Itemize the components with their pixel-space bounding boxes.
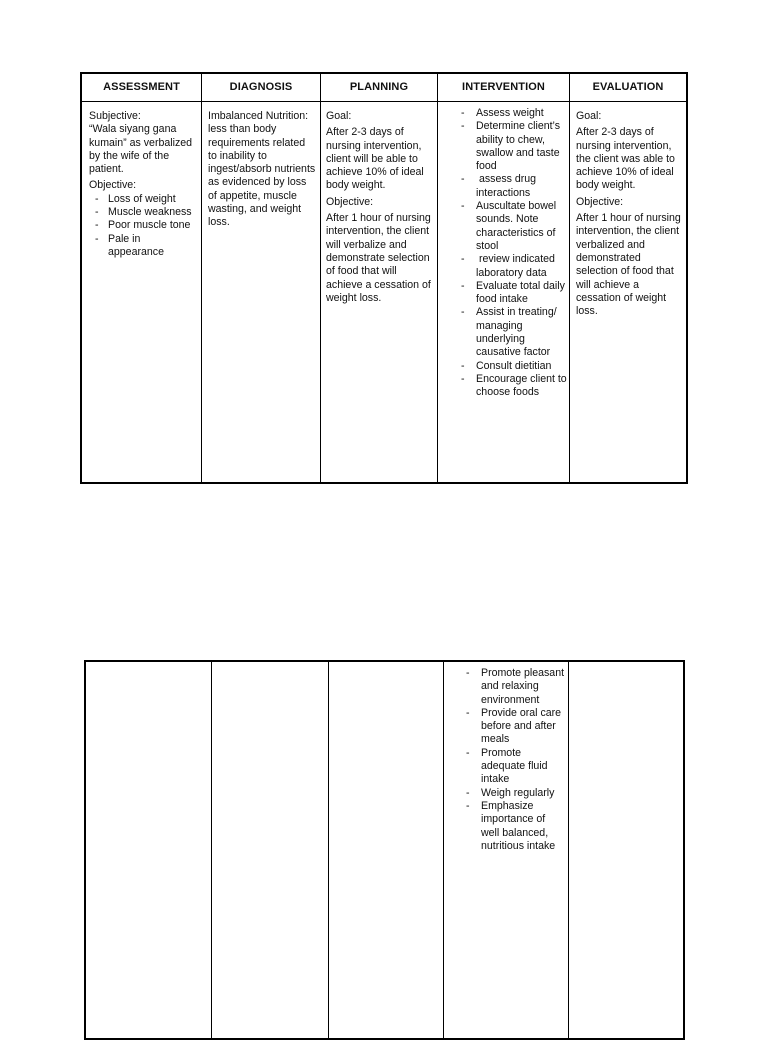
intervention-list <box>459 107 567 400</box>
column-divider <box>569 74 570 482</box>
header-assessment: ASSESSMENT <box>103 81 180 93</box>
column-divider <box>211 662 212 1038</box>
subjective-text: “Wala siyang gana kumain” as verbalized by the wife of the patient. <box>89 123 193 176</box>
evaluation-goal-text: After 2-3 days of nursing intervention, the client was able to achieve 10% of ideal body weight. <box>576 126 675 192</box>
intervention-cell <box>459 107 567 400</box>
list-item: - Assist in treating/ managing underlying causative factor <box>459 306 567 359</box>
header-diagnosis: DIAGNOSIS <box>229 81 293 93</box>
list-item: - assess drug interactions <box>459 173 567 200</box>
list-item: - Encourage client to choose foods <box>459 373 567 400</box>
list-item: - Provide oral care before and after meals <box>464 707 566 747</box>
header-intervention: INTERVENTION <box>462 81 545 93</box>
care-plan-table <box>80 72 688 484</box>
list-item: - Muscle weakness <box>93 206 197 219</box>
column-divider <box>201 74 202 482</box>
intervention-continued-cell <box>464 667 566 853</box>
header-evaluation: EVALUATION <box>592 81 664 93</box>
evaluation-goal-label: Goal: <box>576 110 602 122</box>
evaluation-objective-label: Objective: <box>576 195 624 208</box>
planning-goal-text: After 2-3 days of nursing intervention, client will be able to achieve 10% of ideal body weight. <box>326 126 424 192</box>
list-item: - Evaluate total daily food intake <box>459 280 567 307</box>
list-item: - review indicated laboratory data <box>459 253 567 280</box>
evaluation-cell <box>576 110 684 318</box>
header-planning: PLANNING <box>349 81 409 93</box>
objective-list <box>93 193 197 259</box>
objective-label: Objective: <box>89 179 137 192</box>
list-item: - Emphasize importance of well balanced, nutritious intake <box>464 800 566 853</box>
planning-cell <box>326 110 434 305</box>
list-item: - Poor muscle tone <box>93 219 197 232</box>
column-divider <box>320 74 321 482</box>
planning-goal-label: Goal: <box>326 110 352 122</box>
care-plan-continuation-table <box>84 660 685 1040</box>
column-divider <box>328 662 329 1038</box>
diagnosis-text: Imbalanced Nutrition: less than body requirements related to inability to ingest/absorb nutrients as evidenced by loss of appetite, muscle wasting, and weight loss. <box>208 110 316 229</box>
list-item: - Promote pleasant and relaxing environment <box>464 667 566 707</box>
column-divider <box>568 662 569 1038</box>
list-item: - Assess weight <box>459 107 567 120</box>
list-item: - Pale in appearance <box>93 233 197 260</box>
diagnosis-cell <box>208 110 316 230</box>
list-item: - Determine client’s ability to chew, swallow and taste food <box>459 120 567 173</box>
column-divider <box>443 662 444 1038</box>
list-item: - Auscultate bowel sounds. Note characteristics of stool <box>459 200 567 253</box>
list-item: - Consult dietitian <box>459 360 567 373</box>
planning-objective-label: Objective: <box>326 195 374 208</box>
list-item: - Promote adequate fluid intake <box>464 747 566 787</box>
list-item: - Weigh regularly <box>464 787 566 800</box>
assessment-cell <box>89 110 197 259</box>
evaluation-objective-text: After 1 hour of nursing intervention, the client verbalized and demonstrated selection of food that will achieve a cessation of weight loss. <box>576 212 681 318</box>
subjective-label: Subjective: <box>89 110 141 122</box>
list-item: - Loss of weight <box>93 193 197 206</box>
column-divider <box>437 74 438 482</box>
intervention-continued-list <box>464 667 566 853</box>
planning-objective-text: After 1 hour of nursing intervention, the client will verbalize and demonstrate selection of food that will achieve a cessation of weight loss. <box>326 212 431 304</box>
table-header-row <box>82 74 686 102</box>
